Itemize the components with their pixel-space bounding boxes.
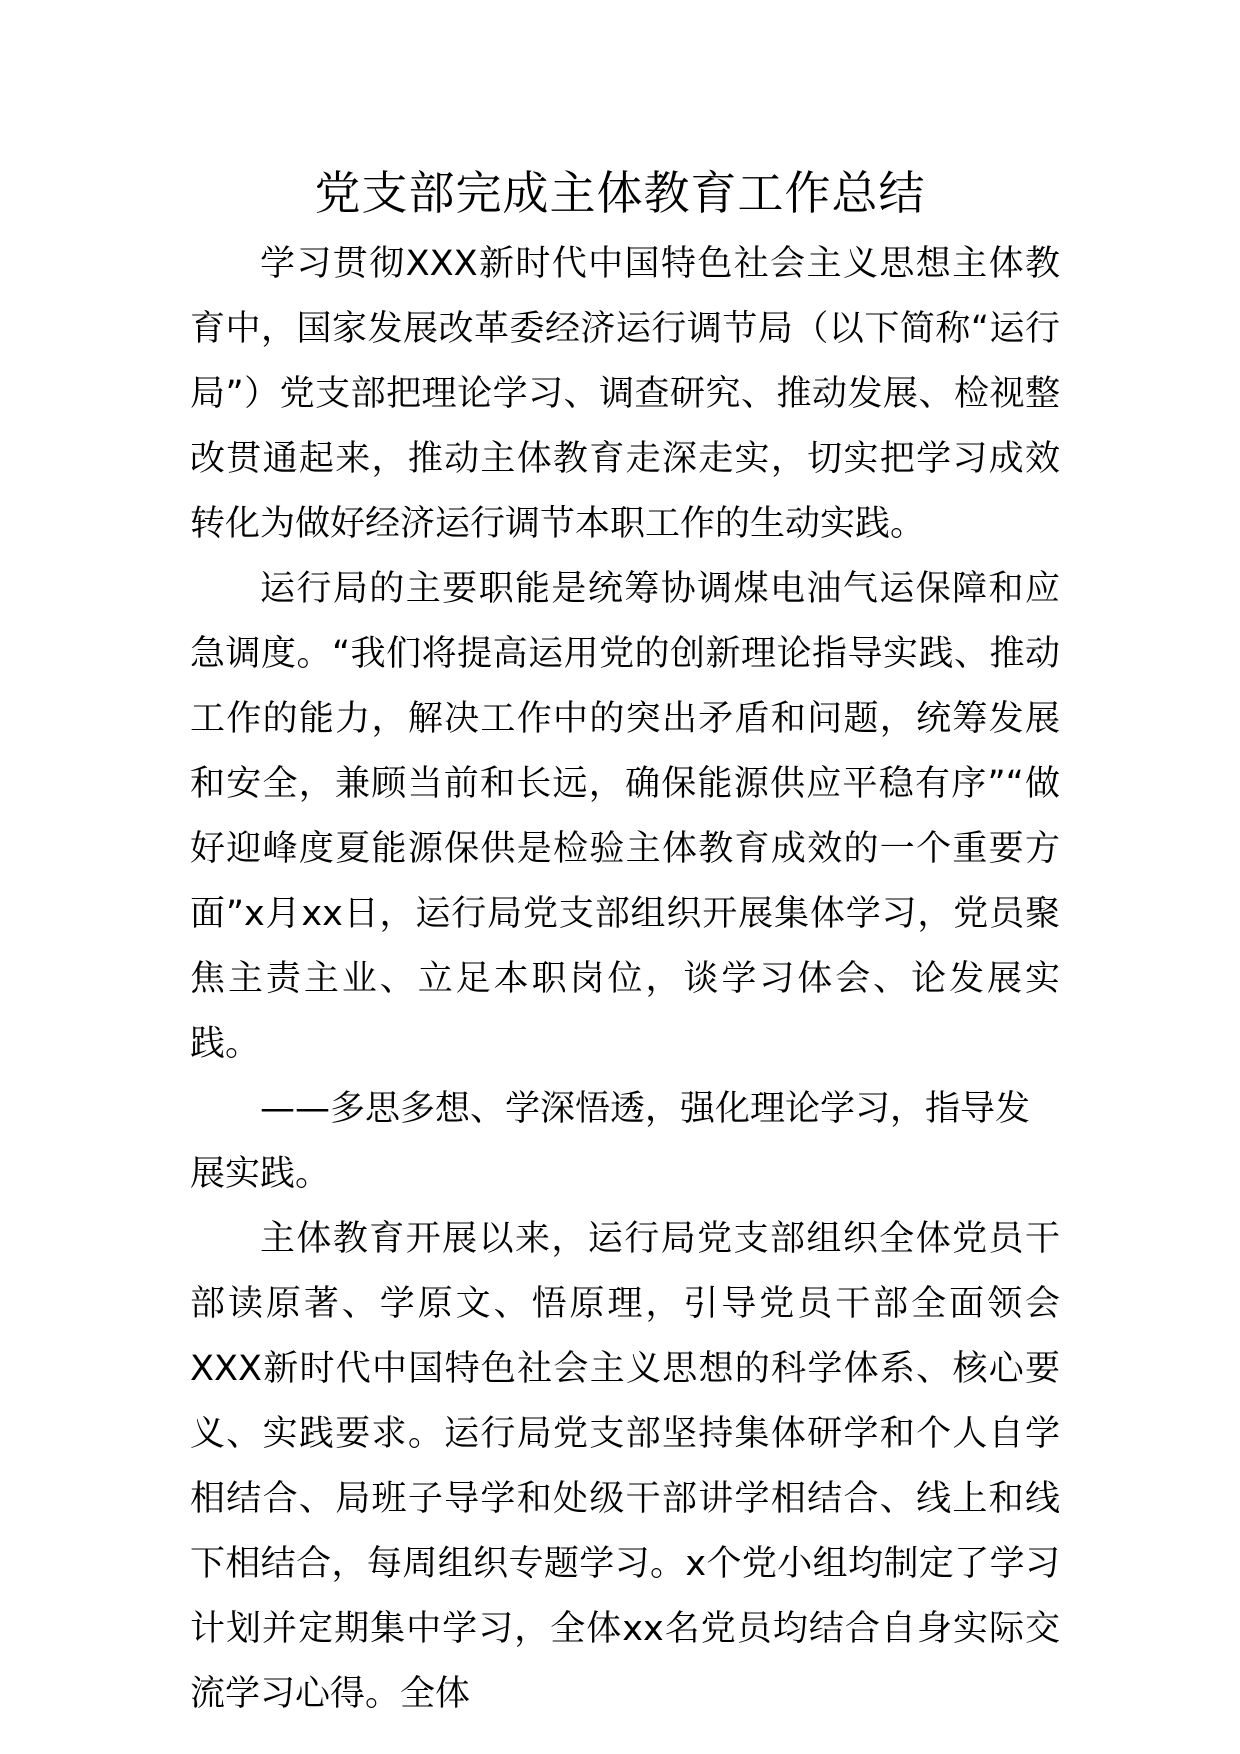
document-body: [190, 232, 1060, 1727]
paragraph-study: 主体教育开展以来，运行局党支部组织全体党员干部读原著、学原文、悟原理，引导党员干部全面领会XXX新时代中国特色社会主义思想的科学体系、核心要义、实践要求。运行局党支部坚持集体研学和个人自学相结合、局班子导学和处级干部讲学相结合、线上和线下相结合，每周组织专题学习。x个党小组均制定了学习计划并定期集中学习，全体xx名党员均结合自身实际交流学习心得。全体: [190, 1219, 1060, 1714]
paragraph-functions: 运行局的主要职能是统筹协调煤电油气运保障和应急调度。“我们将提高运用党的创新理论指导实践、推动工作的能力，解决工作中的突出矛盾和问题，统筹发展和安全，兼顾当前和长远，确保能源供应平稳有序”“做好迎峰度夏能源保供是检验主体教育成效的一个重要方面”x月xx日，运行局党支部组织开展集体学习，党员聚焦主责主业、立足本职岗位，谈学习体会、论发展实践。: [190, 569, 1060, 1064]
section-heading: ——多思多想、学深悟透，强化理论学习，指导发展实践。: [190, 1089, 1031, 1194]
paragraph-intro: 学习贯彻XXX新时代中国特色社会主义思想主体教育中，国家发展改革委经济运行调节局（以下简称“运行局”）党支部把理论学习、调查研究、推动发展、检视整改贯通起来，推动主体教育走深走实，切实把学习成效转化为做好经济运行调节本职工作的生动实践。: [190, 244, 1060, 544]
document-title: 党支部完成主体教育工作总结: [314, 166, 926, 220]
